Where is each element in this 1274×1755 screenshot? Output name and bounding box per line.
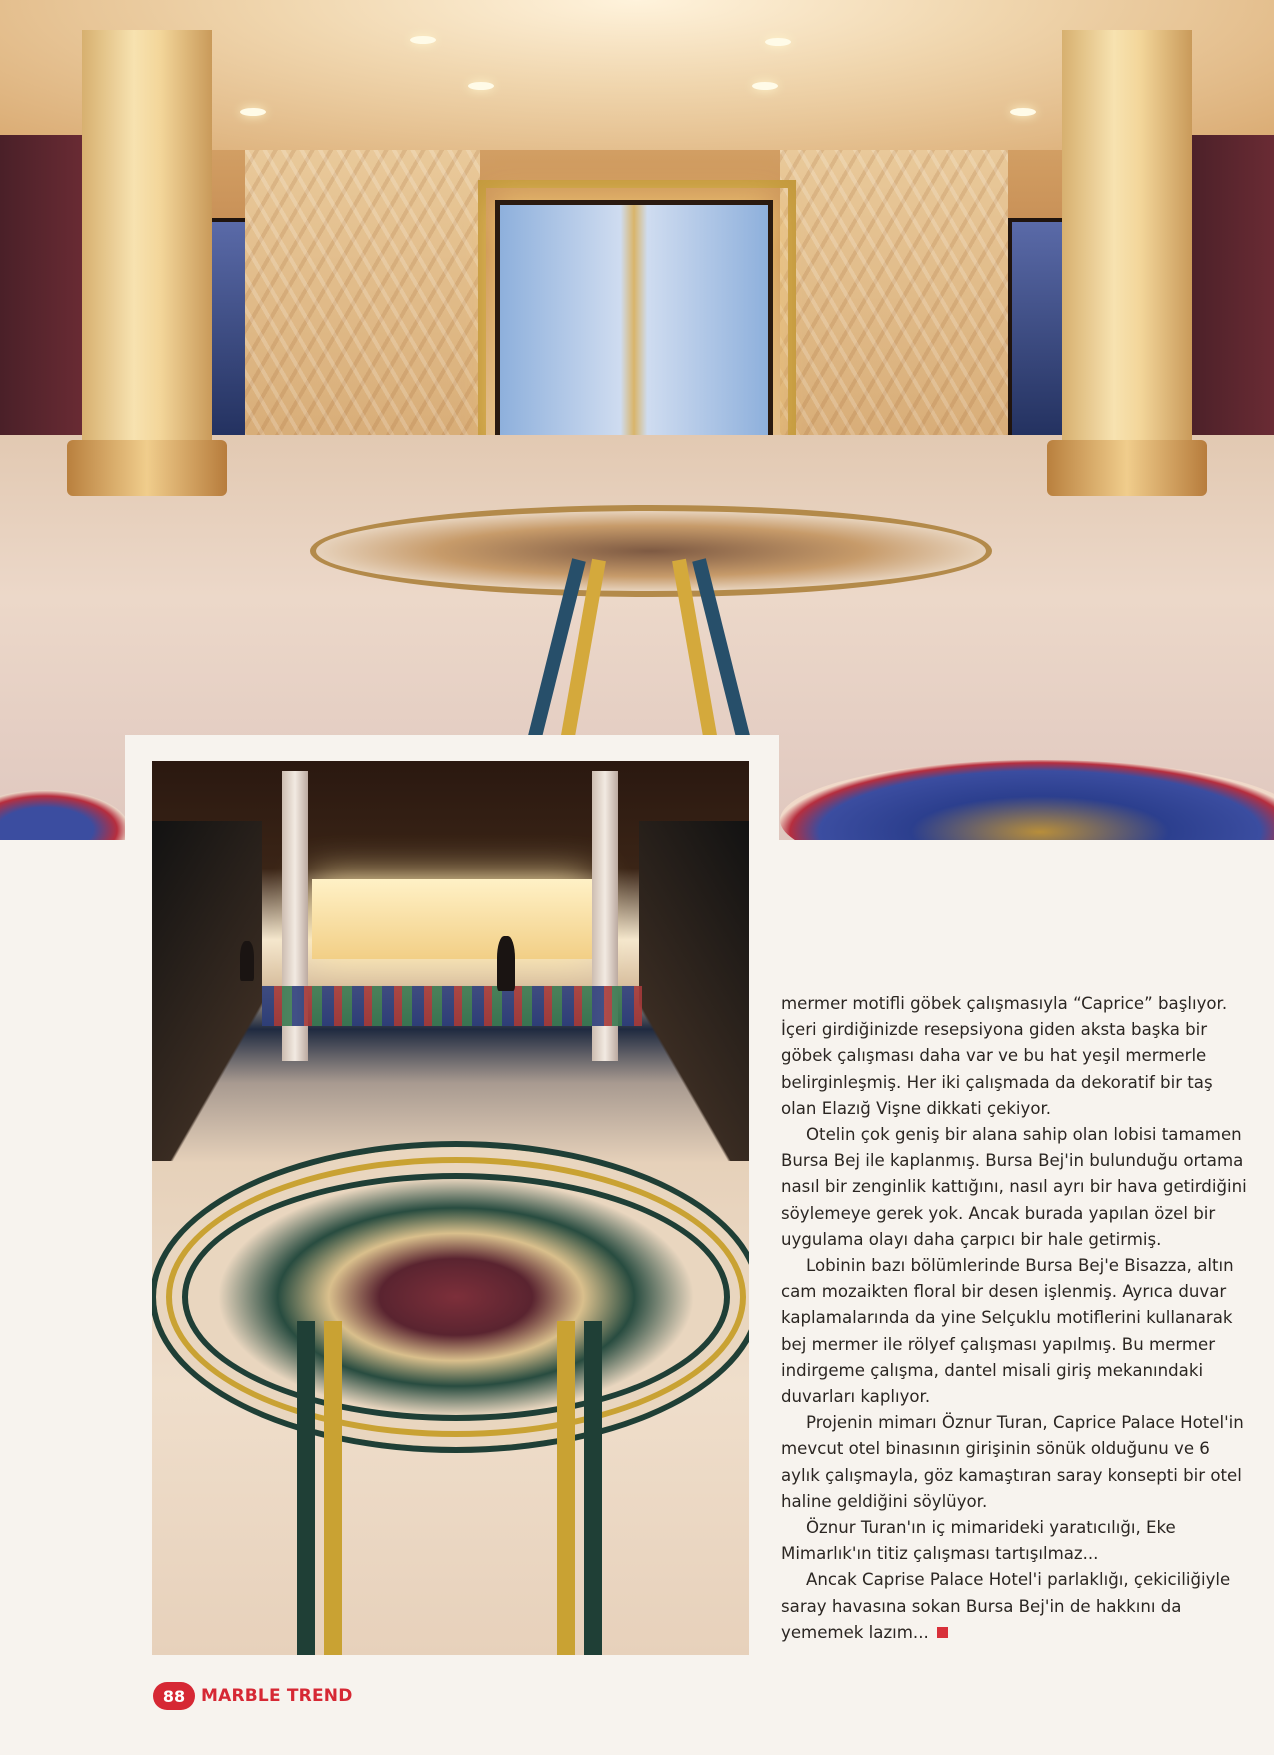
window-right [1008, 218, 1068, 446]
person-silhouette [240, 941, 254, 981]
ceiling-light [240, 108, 266, 116]
marble-band [324, 1321, 342, 1655]
ceiling-light [468, 82, 494, 90]
column-left [82, 30, 212, 460]
staircase-left [152, 821, 262, 1161]
article-paragraph: Otelin çok geniş bir alana sahip olan lobisi tamamen Bursa Bej ile kaplanmış. Bursa Bej'in bulunduğu ortama nasıl bir zenginlik kattığını, nasıl ayrı bir hava getirdiğini söylemeye gerek yok. Ancak burada yapılan özel bir uygulama olayı daha çarpıcı bir hale getirmiş. [781, 1125, 1247, 1249]
person-silhouette [497, 936, 515, 991]
article-last-text: Ancak Caprise Palace Hotel'i parlaklığı, çekiciliğiyle saray havasına sokan Bursa Bej'in de hakkını da yememek lazım... [781, 1570, 1231, 1642]
page-number: 88 [153, 1682, 195, 1710]
article-body [781, 991, 1251, 1646]
side-wall-right [1185, 135, 1274, 435]
carved-wall-panel [780, 150, 1008, 440]
column-right [1062, 30, 1192, 460]
column-base-left [67, 440, 227, 496]
article-paragraph-last [781, 1567, 1251, 1646]
marble-band [557, 1321, 575, 1655]
article-paragraph: Projenin mimarı Öznur Turan, Caprice Palace Hotel'in mevcut otel binasının girişinin sönük olduğunu ve 6 aylık çalışmayla, göz kamaştıran saray konsepti bir otel haline geldiğini söylüyor. [781, 1413, 1244, 1511]
magazine-name: MARBLE TREND [201, 1686, 353, 1706]
carved-wall-panel [245, 150, 480, 440]
ceiling-light [410, 36, 436, 44]
ceiling-light [765, 38, 791, 46]
article-paragraph: Lobinin bazı bölümlerinde Bursa Bej'e Bisazza, altın cam mozaikten floral bir desen işlenmiş. Ayrıca duvar kaplamalarında da yine Selçuklu motiflerini kullanarak bej mermer ile rölyef çalışması yapılmış. Bu mermer indirgeme çalışma, dantel misali giriş mekanındaki duvarları kaplıyor. [781, 1256, 1234, 1407]
staircase-right [639, 821, 749, 1161]
lobby-entrance-photo [0, 0, 1274, 840]
side-wall-left [0, 135, 85, 435]
ceiling-light [1010, 108, 1036, 116]
reception-desk [312, 879, 592, 959]
marble-band [584, 1321, 602, 1655]
marble-band [297, 1321, 315, 1655]
floor-medallion [310, 505, 992, 597]
article-paragraph: Öznur Turan'ın iç mimarideki yaratıcılığı, Eke Mimarlık'ın titiz çalışması tartışılmaz... [781, 1518, 1176, 1564]
lobby-rug [262, 986, 642, 1026]
end-of-article-square-icon [937, 1627, 948, 1638]
revolving-door [495, 200, 773, 445]
lobby-reception-photo [152, 761, 749, 1655]
ceiling-light [752, 82, 778, 90]
page-footer [153, 1682, 353, 1710]
floral-marble-rosette [152, 1141, 749, 1453]
article-paragraph: mermer motifli göbek çalışmasıyla “Caprice” başlıyor. İçeri girdiğinizde resepsiyona giden aksta başka bir göbek çalışması daha var ve bu hat yeşil mermerle belirginleşmiş. Her iki çalışmada da dekoratif bir taş olan Elazığ Vişne dikkati çekiyor. [781, 994, 1228, 1118]
column-base-right [1047, 440, 1207, 496]
